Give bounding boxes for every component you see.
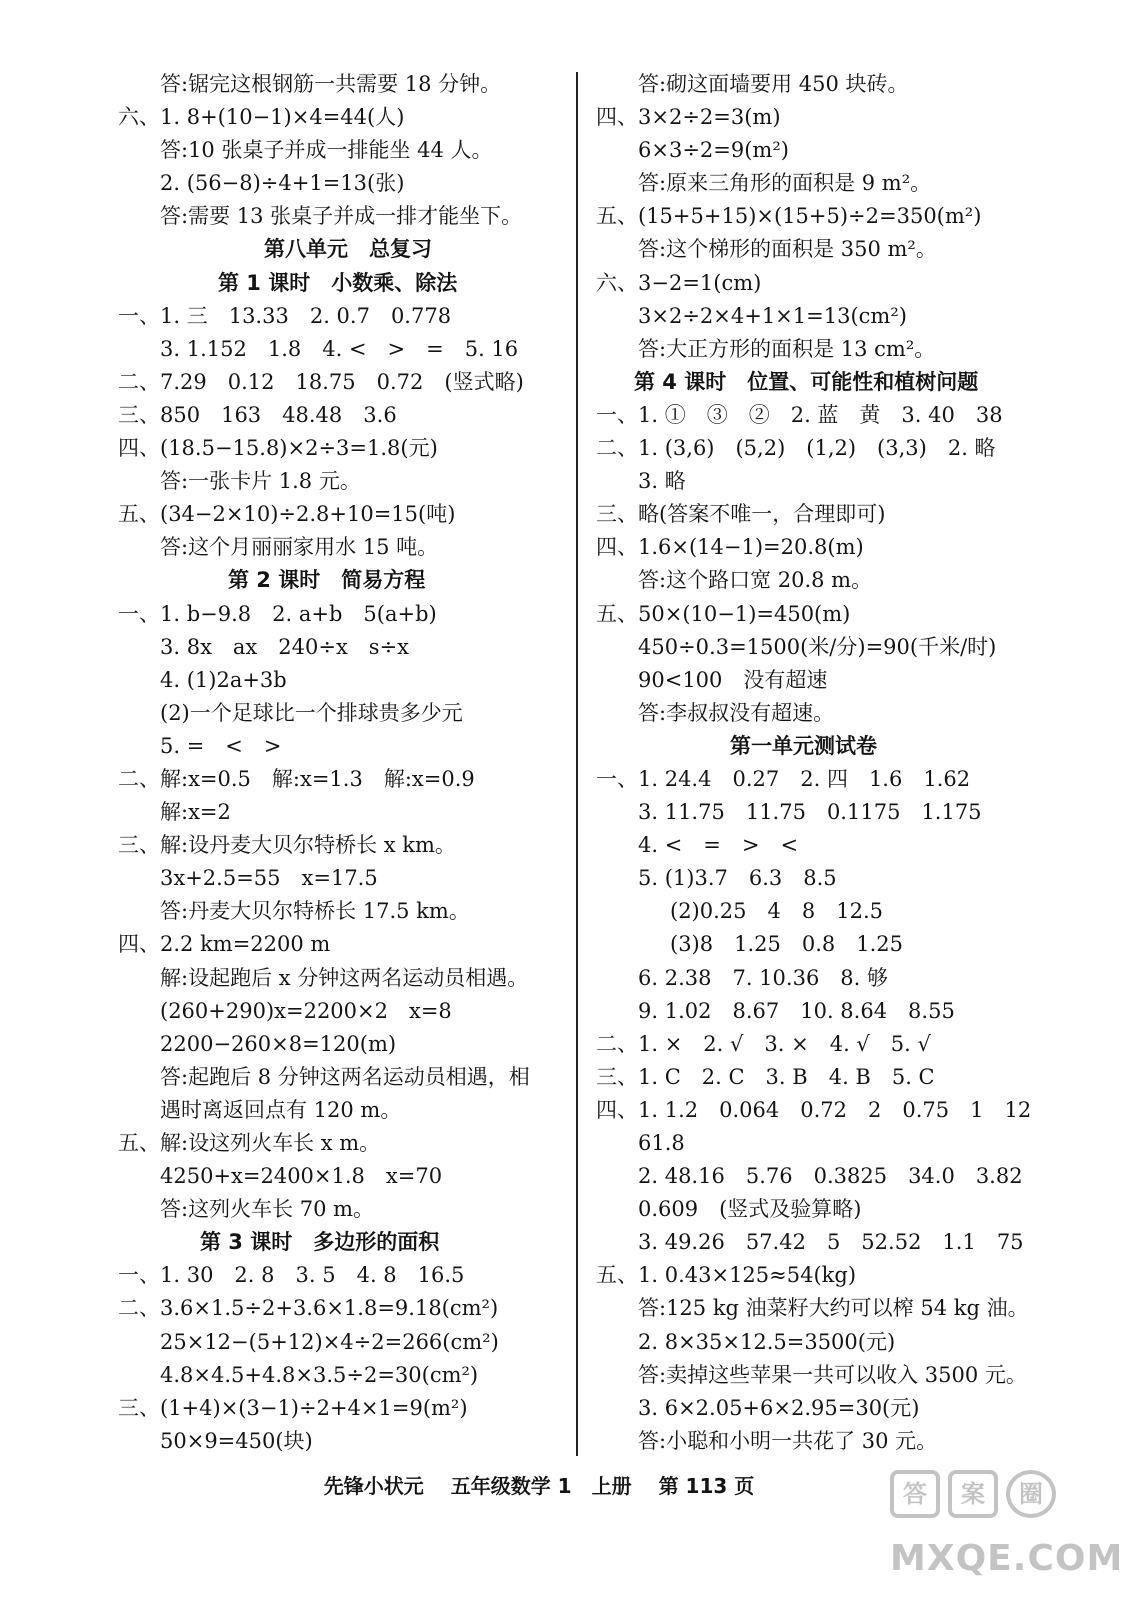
watermark-logo xyxy=(886,1466,1123,1596)
answer-line: 六、1. 8+(10−1)×4=44(人) xyxy=(118,105,405,130)
answer-line: 五、解:设这列火车长 x m。 xyxy=(118,1131,381,1155)
answer-line: 三、1. C 2. C 3. B 4. B 5. C xyxy=(596,1064,935,1089)
answer-line: 6. 2.38 7. 10.36 8. 够 xyxy=(638,965,889,990)
answer-line: 3. 11.75 11.75 0.1175 1.175 xyxy=(638,800,982,825)
answer-line: 答:这列火车长 70 m。 xyxy=(160,1197,375,1222)
watermark-site: MXQE.COM xyxy=(890,1538,1123,1579)
answer-line: 二、1. × 2. √ 3. × 4. √ 5. √ xyxy=(596,1031,931,1056)
answer-line: 三、(1+4)×(3−1)÷2+4×1=9(m²) xyxy=(118,1395,468,1420)
answer-line: 3. 略 xyxy=(638,469,686,494)
answer-line: 五、(15+5+15)×(15+5)÷2=350(m²) xyxy=(596,204,982,229)
answer-line: (3)8 1.25 0.8 1.25 xyxy=(670,932,904,957)
lesson-heading: 第 2 课时 简易方程 xyxy=(228,568,426,593)
column-divider xyxy=(576,72,578,1456)
answer-line: 二、7.29 0.12 18.75 0.72 (竖式略) xyxy=(118,369,524,394)
answer-line: 答:李叔叔没有超速。 xyxy=(638,700,835,725)
watermark-char: 案 xyxy=(948,1470,998,1518)
answer-line: 五、(34−2×10)÷2.8+10=15(吨) xyxy=(118,502,456,527)
answer-line: 0.609 (竖式及验算略) xyxy=(638,1197,862,1222)
answer-line: 61.8 xyxy=(638,1131,685,1155)
answer-line: 答:需要 13 张桌子并成一排才能坐下。 xyxy=(160,204,523,229)
answer-line: 3. 8x ax 240÷x s÷x xyxy=(160,634,410,659)
answer-line: 答:这个梯形的面积是 350 m²。 xyxy=(638,237,937,262)
answer-line: 答:卖掉这些苹果一共可以收入 3500 元。 xyxy=(638,1362,1027,1387)
answer-line: 一、1. 24.4 0.27 2. 四 1.6 1.62 xyxy=(596,766,971,791)
answer-line: 50×9=450(块) xyxy=(160,1428,313,1453)
answer-line: 三、解:设丹麦大贝尔特桥长 x km。 xyxy=(118,833,456,858)
answer-line: 六、3−2=1(cm) xyxy=(596,270,762,295)
footer-page-number: 第 113 页 xyxy=(658,1474,755,1498)
answer-line: 3. 1.152 1.8 4. < > = 5. 16 xyxy=(160,336,519,361)
answer-line: 二、解:x=0.5 解:x=1.3 解:x=0.9 xyxy=(118,766,475,791)
lesson-heading: 第 4 课时 位置、可能性和植树问题 xyxy=(634,369,979,394)
watermark-char: 圈 xyxy=(1006,1470,1056,1518)
answer-line: 一、1. b−9.8 2. a+b 5(a+b) xyxy=(118,601,437,626)
answer-line: 答:起跑后 8 分钟这两名运动员相遇，相 xyxy=(160,1064,530,1089)
answer-line: 答:大正方形的面积是 13 cm²。 xyxy=(638,336,936,361)
answer-line: 5. (1)3.7 6.3 8.5 xyxy=(638,866,837,891)
answer-line: 四、(18.5−15.8)×2÷3=1.8(元) xyxy=(118,436,438,461)
answer-line: 四、3×2÷2=3(m) xyxy=(596,105,781,130)
answer-line: 4250+x=2400×1.8 x=70 xyxy=(160,1164,443,1189)
watermark-char: 答 xyxy=(890,1470,940,1518)
answer-line: 4.8×4.5+4.8×3.5÷2=30(cm²) xyxy=(160,1362,479,1387)
answer-line: 二、3.6×1.5÷2+3.6×1.8=9.18(cm²) xyxy=(118,1296,499,1321)
answer-line: 遇时离返回点有 120 m。 xyxy=(160,1097,402,1122)
answer-line: 450÷0.3=1500(米/分)=90(千米/时) xyxy=(638,634,997,659)
answer-line: 5. = < > xyxy=(160,733,282,758)
footer-brand: 先锋小状元 xyxy=(323,1474,424,1498)
answer-line: 四、2.2 km=2200 m xyxy=(118,932,331,957)
answer-line: 4. < = > < xyxy=(638,833,799,858)
lesson-heading: 第 1 课时 小数乘、除法 xyxy=(218,270,458,295)
answer-line: 解:x=2 xyxy=(160,800,231,825)
answer-line: 答:10 张桌子并成一排能坐 44 人。 xyxy=(160,138,493,163)
answer-line: 3x+2.5=55 x=17.5 xyxy=(160,866,378,891)
answer-line: 3. 49.26 57.42 5 52.52 1.1 75 xyxy=(638,1230,1024,1255)
answer-line: 答:这个路口宽 20.8 m。 xyxy=(638,568,873,593)
answer-line: 6×3÷2=9(m²) xyxy=(638,138,789,163)
answer-line: 五、1. 0.43×125≈54(kg) xyxy=(596,1263,857,1288)
answer-line: 五、50×(10−1)=450(m) xyxy=(596,601,851,626)
answer-line: 答:丹麦大贝尔特桥长 17.5 km。 xyxy=(160,899,470,924)
answer-line: 三、略(答案不唯一，合理即可) xyxy=(596,502,886,527)
answer-line: 三、850 163 48.48 3.6 xyxy=(118,402,397,427)
answer-line: 答:一张卡片 1.8 元。 xyxy=(160,469,361,494)
answer-line: 90<100 没有超速 xyxy=(638,667,828,692)
answer-line: 2200−260×8=120(m) xyxy=(160,1031,397,1056)
answer-line: 3. 6×2.05+6×2.95=30(元) xyxy=(638,1395,920,1420)
answer-column-right xyxy=(596,68,1036,1458)
answer-line: 3×2÷2×4+1×1=13(cm²) xyxy=(638,303,907,328)
answer-line: 二、1. (3,6) (5,2) (1,2) (3,3) 2. 略 xyxy=(596,436,996,461)
answer-line: (2)一个足球比一个排球贵多少元 xyxy=(160,700,463,725)
answer-line: (2)0.25 4 8 12.5 xyxy=(670,899,883,924)
answer-line: 答:小聪和小明一共花了 30 元。 xyxy=(638,1428,938,1453)
answer-line: 答:125 kg 油菜籽大约可以榨 54 kg 油。 xyxy=(638,1296,1029,1321)
answer-line: 2. 48.16 5.76 0.3825 34.0 3.82 xyxy=(638,1164,1023,1189)
answer-line: 答:原来三角形的面积是 9 m²。 xyxy=(638,171,932,196)
answer-line: 2. (56−8)÷4+1=13(张) xyxy=(160,171,405,196)
answer-line: 答:砌这面墙要用 450 块砖。 xyxy=(638,72,909,96)
section-heading: 第八单元 总复习 xyxy=(264,237,432,262)
answer-line: 答:这个月丽丽家用水 15 吨。 xyxy=(160,535,439,560)
answer-line: 一、1. ① ③ ② 2. 蓝 黄 3. 40 38 xyxy=(596,402,1003,427)
answer-line: 四、1. 1.2 0.064 0.72 2 0.75 1 12 xyxy=(596,1097,1032,1122)
answer-line: 四、1.6×(14−1)=20.8(m) xyxy=(596,535,864,560)
section-heading: 第一单元测试卷 xyxy=(730,733,877,758)
answer-column-left xyxy=(118,68,558,1458)
answer-line: 一、1. 30 2. 8 3. 5 4. 8 16.5 xyxy=(118,1263,465,1288)
answer-line: 解:设起跑后 x 分钟这两名运动员相遇。 xyxy=(160,965,529,990)
answer-line: 25×12−(5+12)×4÷2=266(cm²) xyxy=(160,1329,499,1354)
answer-line: 一、1. 三 13.33 2. 0.7 0.778 xyxy=(118,303,452,328)
answer-line: (260+290)x=2200×2 x=8 xyxy=(160,998,452,1023)
answer-line: 2. 8×35×12.5=3500(元) xyxy=(638,1329,896,1354)
answer-line: 9. 1.02 8.67 10. 8.64 8.55 xyxy=(638,998,955,1023)
answer-line: 4. (1)2a+3b xyxy=(160,667,287,692)
lesson-heading: 第 3 课时 多边形的面积 xyxy=(200,1230,440,1255)
footer-subject: 五年级数学 1 上册 xyxy=(450,1474,632,1498)
answer-line: 答:锯完这根钢筋一共需要 18 分钟。 xyxy=(160,72,502,96)
